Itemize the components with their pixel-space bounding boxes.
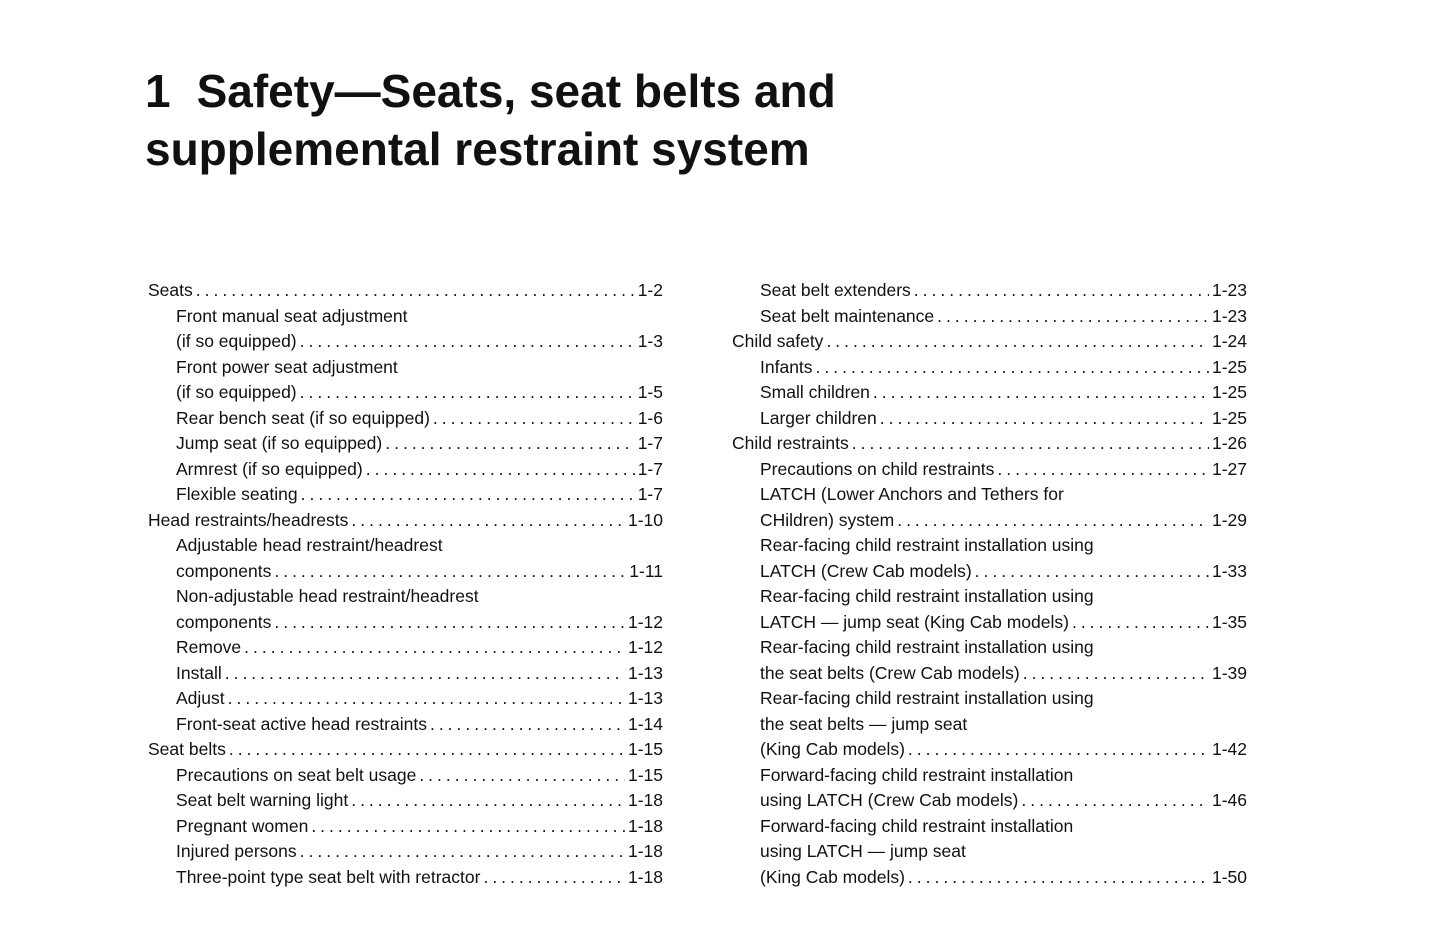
toc-entry bbox=[732, 482, 1247, 533]
dot-leader bbox=[937, 304, 1209, 330]
toc-entry bbox=[732, 431, 1247, 457]
toc-entry-label: components bbox=[176, 560, 272, 581]
dot-leader bbox=[351, 508, 625, 534]
toc-entry-last-line bbox=[732, 431, 1247, 457]
dot-leader bbox=[880, 406, 1209, 432]
toc-entry-last-line bbox=[176, 661, 663, 687]
toc-page-number: 1-12 bbox=[627, 637, 663, 657]
toc-entry-last-line bbox=[176, 635, 663, 661]
dot-leader bbox=[244, 635, 625, 661]
toc-entry bbox=[148, 508, 663, 534]
dot-leader bbox=[366, 457, 635, 483]
toc-entry-last-line bbox=[148, 737, 663, 763]
toc-entry-label: Remove bbox=[176, 637, 242, 657]
toc-page-number: 1-33 bbox=[1211, 560, 1247, 581]
toc-entry-line: LATCH (Lower Anchors and Tethers for bbox=[760, 484, 1064, 504]
dot-leader bbox=[897, 508, 1209, 534]
toc-page-number: 1-26 bbox=[1211, 433, 1247, 453]
toc-entry-last-line bbox=[760, 278, 1247, 304]
toc-entry bbox=[148, 737, 663, 763]
dot-leader bbox=[419, 763, 625, 789]
toc-page-number: 1-12 bbox=[627, 611, 663, 632]
toc-entry bbox=[732, 406, 1247, 432]
toc-page-number: 1-23 bbox=[1211, 305, 1247, 326]
toc-entry-last-line bbox=[176, 559, 663, 585]
toc-entry-line: the seat belts — jump seat bbox=[760, 713, 968, 734]
table-of-contents bbox=[148, 278, 1246, 890]
toc-entry-label: Child restraints bbox=[732, 433, 849, 453]
toc-entry-label: components bbox=[176, 611, 272, 632]
toc-entry bbox=[732, 763, 1247, 814]
dot-leader bbox=[225, 661, 625, 687]
toc-entry-wrapped-lines bbox=[760, 763, 1247, 789]
toc-entry-label: Adjust bbox=[176, 688, 225, 708]
dot-leader bbox=[1021, 788, 1209, 814]
toc-entry-wrapped-lines bbox=[176, 584, 663, 610]
toc-page-number: 1-24 bbox=[1211, 331, 1247, 351]
toc-entry-label: Seat belt maintenance bbox=[760, 305, 935, 326]
toc-entry-last-line bbox=[760, 610, 1247, 636]
toc-entry-wrapped-lines bbox=[176, 533, 663, 559]
dot-leader bbox=[300, 329, 635, 355]
toc-page-number: 1-13 bbox=[627, 688, 663, 708]
toc-entry bbox=[148, 661, 663, 687]
toc-entry-last-line bbox=[176, 814, 663, 840]
toc-right-column bbox=[732, 278, 1247, 890]
toc-entry bbox=[732, 457, 1247, 483]
toc-entry-label: Seats bbox=[148, 280, 193, 300]
toc-entry-line: Front manual seat adjustment bbox=[176, 305, 408, 326]
toc-entry-line: Rear-facing child restraint installation using bbox=[760, 688, 1094, 708]
toc-page-number: 1-7 bbox=[637, 433, 663, 453]
toc-entry-line: Rear-facing child restraint installation using bbox=[760, 586, 1094, 606]
toc-entry-last-line bbox=[176, 865, 663, 891]
toc-entry-label: CHildren) system bbox=[760, 509, 895, 530]
dot-leader bbox=[852, 431, 1209, 457]
dot-leader bbox=[816, 355, 1209, 381]
toc-entry-last-line bbox=[176, 712, 663, 738]
toc-entry-label: Precautions on child restraints bbox=[760, 458, 995, 479]
toc-entry-last-line bbox=[176, 406, 663, 432]
page-title-line-2: supplemental restraint system bbox=[145, 123, 810, 175]
toc-entry-line: Rear-facing child restraint installation using bbox=[760, 535, 1094, 555]
toc-entry bbox=[732, 278, 1247, 304]
toc-entry bbox=[148, 763, 663, 789]
toc-entry-last-line bbox=[760, 304, 1247, 330]
toc-entry bbox=[732, 329, 1247, 355]
dot-leader bbox=[301, 482, 635, 508]
toc-entry bbox=[732, 304, 1247, 330]
toc-page-number: 1-50 bbox=[1211, 866, 1247, 887]
toc-entry bbox=[732, 814, 1247, 891]
toc-entry-label: Flexible seating bbox=[176, 484, 298, 504]
dot-leader bbox=[483, 865, 625, 891]
toc-page-number: 1-2 bbox=[637, 280, 663, 300]
toc-entry bbox=[732, 686, 1247, 763]
toc-entry-last-line bbox=[176, 329, 663, 355]
toc-entry-line: Forward-facing child restraint installation bbox=[760, 815, 1074, 836]
toc-entry-label: Pregnant women bbox=[176, 815, 309, 836]
toc-entry bbox=[148, 457, 663, 483]
toc-entry-label: Small children bbox=[760, 382, 870, 402]
toc-entry-line: Front power seat adjustment bbox=[176, 356, 398, 377]
toc-page-number: 1-10 bbox=[627, 509, 663, 530]
toc-entry-wrapped-lines bbox=[760, 584, 1247, 610]
toc-entry-last-line bbox=[176, 763, 663, 789]
toc-page-number: 1-7 bbox=[637, 458, 663, 479]
toc-entry-last-line bbox=[148, 278, 663, 304]
toc-entry bbox=[148, 533, 663, 584]
toc-entry-last-line bbox=[760, 508, 1247, 534]
toc-page-number: 1-14 bbox=[627, 713, 663, 734]
toc-entry bbox=[148, 686, 663, 712]
toc-entry-label: Front-seat active head restraints bbox=[176, 713, 427, 734]
toc-entry-last-line bbox=[760, 355, 1247, 381]
toc-entry-label: Rear bench seat (if so equipped) bbox=[176, 407, 430, 428]
toc-page-number: 1-13 bbox=[627, 662, 663, 683]
toc-entry-last-line bbox=[760, 788, 1247, 814]
toc-entry-last-line bbox=[176, 431, 663, 457]
dot-leader bbox=[196, 278, 635, 304]
dot-leader bbox=[975, 559, 1209, 585]
toc-page-number: 1-42 bbox=[1211, 739, 1247, 759]
toc-entry-last-line bbox=[760, 457, 1247, 483]
dot-leader bbox=[300, 380, 635, 406]
dot-leader bbox=[274, 610, 625, 636]
toc-page-number: 1-5 bbox=[637, 382, 663, 402]
toc-entry-last-line bbox=[176, 380, 663, 406]
toc-entry bbox=[732, 533, 1247, 584]
dot-leader bbox=[229, 737, 625, 763]
toc-entry bbox=[148, 278, 663, 304]
dot-leader bbox=[997, 457, 1209, 483]
toc-entry bbox=[148, 304, 663, 355]
toc-entry-wrapped-lines bbox=[176, 304, 663, 330]
toc-entry-label: Jump seat (if so equipped) bbox=[176, 433, 383, 453]
toc-page-number: 1-3 bbox=[637, 331, 663, 351]
toc-entry-label: Infants bbox=[760, 356, 813, 377]
toc-entry-last-line bbox=[148, 508, 663, 534]
toc-entry-label: (if so equipped) bbox=[176, 331, 297, 351]
toc-entry bbox=[148, 814, 663, 840]
toc-entry bbox=[148, 355, 663, 406]
toc-entry-wrapped-lines bbox=[760, 814, 1247, 865]
toc-page-number: 1-23 bbox=[1211, 280, 1247, 300]
toc-page-number: 1-18 bbox=[627, 790, 663, 810]
toc-page-number: 1-35 bbox=[1211, 611, 1247, 632]
toc-entry-last-line bbox=[760, 380, 1247, 406]
toc-entry-wrapped-lines bbox=[760, 533, 1247, 559]
toc-entry bbox=[148, 788, 663, 814]
dot-leader bbox=[826, 329, 1209, 355]
dot-leader bbox=[1023, 661, 1209, 687]
toc-entry-label: (King Cab models) bbox=[760, 866, 905, 887]
toc-entry-label: Precautions on seat belt usage bbox=[176, 764, 417, 785]
toc-entry bbox=[148, 635, 663, 661]
toc-entry-label: Armrest (if so equipped) bbox=[176, 458, 363, 479]
toc-entry-label: Seat belt warning light bbox=[176, 790, 349, 810]
toc-entry-last-line bbox=[176, 839, 663, 865]
toc-entry bbox=[148, 865, 663, 891]
toc-page-number: 1-39 bbox=[1211, 662, 1247, 683]
toc-entry-label: Seat belt extenders bbox=[760, 280, 911, 300]
toc-entry bbox=[732, 635, 1247, 686]
dot-leader bbox=[873, 380, 1209, 406]
toc-entry bbox=[148, 406, 663, 432]
dot-leader bbox=[228, 686, 625, 712]
toc-entry-last-line bbox=[176, 686, 663, 712]
dot-leader bbox=[908, 737, 1209, 763]
toc-entry-last-line bbox=[176, 788, 663, 814]
dot-leader bbox=[311, 814, 625, 840]
toc-entry bbox=[148, 839, 663, 865]
toc-page-number: 1-18 bbox=[627, 841, 663, 861]
toc-entry bbox=[732, 380, 1247, 406]
toc-entry-label: using LATCH (Crew Cab models) bbox=[760, 790, 1019, 810]
toc-entry-line: Forward-facing child restraint installation bbox=[760, 764, 1074, 785]
toc-entry-last-line bbox=[760, 661, 1247, 687]
toc-entry-line: Rear-facing child restraint installation using bbox=[760, 637, 1094, 657]
toc-entry-label: (King Cab models) bbox=[760, 739, 905, 759]
toc-entry-label: Seat belts bbox=[148, 739, 226, 759]
dot-leader bbox=[351, 788, 625, 814]
toc-entry-label: LATCH (Crew Cab models) bbox=[760, 560, 972, 581]
toc-entry-last-line bbox=[176, 457, 663, 483]
page-title-line-1 bbox=[145, 62, 836, 120]
toc-entry bbox=[732, 584, 1247, 635]
toc-entry-label: Install bbox=[176, 662, 222, 683]
toc-entry-last-line bbox=[176, 482, 663, 508]
toc-entry-last-line bbox=[176, 610, 663, 636]
toc-page-number: 1-25 bbox=[1211, 382, 1247, 402]
toc-entry-line: Adjustable head restraint/headrest bbox=[176, 535, 443, 555]
toc-page-number: 1-15 bbox=[627, 764, 663, 785]
toc-page-number: 1-11 bbox=[629, 560, 663, 581]
toc-entry-last-line bbox=[732, 329, 1247, 355]
toc-page-number: 1-25 bbox=[1211, 356, 1247, 377]
dot-leader bbox=[430, 712, 625, 738]
toc-page-number: 1-46 bbox=[1211, 790, 1247, 810]
toc-entry-label: LATCH — jump seat (King Cab models) bbox=[760, 611, 1069, 632]
toc-entry-last-line bbox=[760, 865, 1247, 891]
chapter-title-text: Safety—Seats, seat belts and bbox=[196, 65, 836, 117]
toc-entry bbox=[148, 482, 663, 508]
dot-leader bbox=[300, 839, 625, 865]
toc-entry-last-line bbox=[760, 559, 1247, 585]
dot-leader bbox=[433, 406, 635, 432]
toc-entry-wrapped-lines bbox=[760, 635, 1247, 661]
toc-entry-wrapped-lines bbox=[176, 355, 663, 381]
toc-page-number: 1-27 bbox=[1211, 458, 1247, 479]
toc-entry-label: Three-point type seat belt with retractor bbox=[176, 866, 481, 887]
toc-entry-line: using LATCH — jump seat bbox=[760, 841, 966, 861]
dot-leader bbox=[385, 431, 634, 457]
toc-entry bbox=[148, 712, 663, 738]
toc-page-number: 1-18 bbox=[627, 866, 663, 887]
toc-entry-last-line bbox=[760, 737, 1247, 763]
toc-page-number: 1-15 bbox=[627, 739, 663, 759]
toc-page-number: 1-25 bbox=[1211, 407, 1247, 428]
toc-entry bbox=[148, 431, 663, 457]
toc-entry bbox=[148, 584, 663, 635]
toc-entry-label: (if so equipped) bbox=[176, 382, 297, 402]
toc-entry-label: Injured persons bbox=[176, 841, 297, 861]
dot-leader bbox=[914, 278, 1209, 304]
toc-page-number: 1-18 bbox=[627, 815, 663, 836]
chapter-number: 1 bbox=[145, 65, 171, 117]
toc-page-number: 1-6 bbox=[637, 407, 663, 428]
toc-page-number: 1-29 bbox=[1211, 509, 1247, 530]
toc-entry bbox=[732, 355, 1247, 381]
page-title bbox=[145, 62, 836, 178]
toc-left-column bbox=[148, 278, 663, 890]
toc-page-number: 1-7 bbox=[637, 484, 663, 504]
dot-leader bbox=[1072, 610, 1209, 636]
toc-entry-line: Non-adjustable head restraint/headrest bbox=[176, 586, 479, 606]
dot-leader bbox=[908, 865, 1209, 891]
toc-entry-wrapped-lines bbox=[760, 686, 1247, 737]
toc-entry-label: Child safety bbox=[732, 331, 824, 351]
toc-entry-label: Larger children bbox=[760, 407, 877, 428]
toc-entry-label: Head restraints/headrests bbox=[148, 509, 349, 530]
toc-entry-label: the seat belts (Crew Cab models) bbox=[760, 662, 1020, 683]
toc-entry-wrapped-lines bbox=[760, 482, 1247, 508]
toc-entry-last-line bbox=[760, 406, 1247, 432]
dot-leader bbox=[274, 559, 626, 585]
